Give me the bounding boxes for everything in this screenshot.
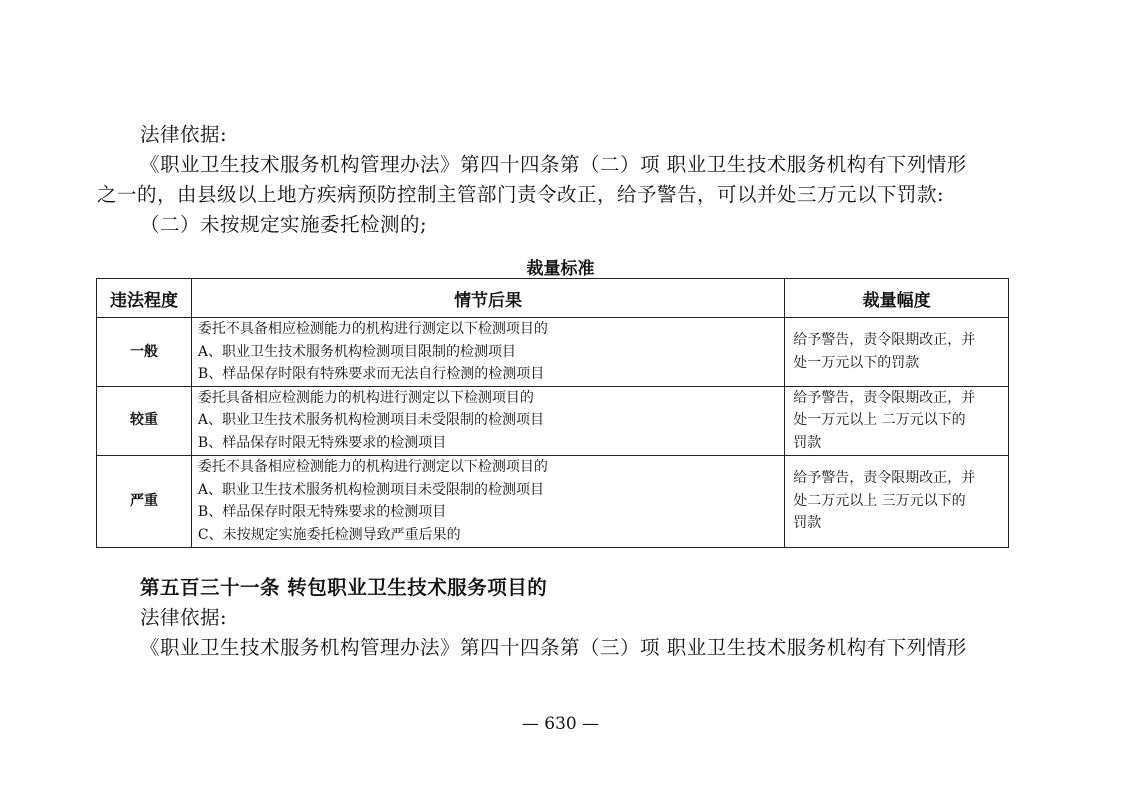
penalty-line: 处二万元以上 三万元以下的 xyxy=(793,492,966,509)
table-row xyxy=(97,318,1009,387)
circumstance-line: A、职业卫生技术服务机构检测项目未受限制的检测项目 xyxy=(197,412,545,429)
table-header-row xyxy=(97,279,1009,318)
header-circumstances: 情节后果 xyxy=(191,279,784,318)
table-row xyxy=(97,455,1009,547)
circumstance-line: A、职业卫生技术服务机构检测项目未受限制的检测项目 xyxy=(197,481,545,498)
penalty-line: 处一万元以下的罚款 xyxy=(793,354,920,371)
circumstance-line: B、样品保存时限无特殊要求的检测项目 xyxy=(197,434,447,451)
discretion-table xyxy=(96,278,1009,548)
header-severity: 违法程度 xyxy=(97,279,192,318)
penalty-line: 处一万元以上 二万元以下的 xyxy=(793,412,966,429)
circumstance-line: C、未按规定实施委托检测导致严重后果的 xyxy=(197,526,461,543)
circumstance-line: 委托不具备相应检测能力的机构进行测定以下检测项目的 xyxy=(197,459,548,475)
table-row xyxy=(97,386,1009,455)
table-caption: 裁量标准 xyxy=(526,259,595,279)
severity-cell: 较重 xyxy=(97,386,192,455)
article-legal-basis-label: 法律依据: xyxy=(140,606,228,629)
circumstance-line: 委托不具备相应检测能力的机构进行测定以下检测项目的 xyxy=(197,321,548,337)
legal-basis-item-2: （二）未按规定实施委托检测的; xyxy=(140,213,428,236)
header-penalty-range: 裁量幅度 xyxy=(785,279,1009,318)
circumstances-cell xyxy=(191,386,784,455)
circumstances-cell xyxy=(191,318,784,387)
article-heading: 第五百三十一条 转包职业卫生技术服务项目的 xyxy=(140,576,548,599)
severity-cell: 一般 xyxy=(97,318,192,387)
penalty-line: 给予警告，责令限期改正，并 xyxy=(793,332,976,349)
penalty-line: 罚款 xyxy=(793,515,822,532)
penalty-line: 罚款 xyxy=(793,434,822,451)
severity-cell: 严重 xyxy=(97,455,192,547)
penalty-cell xyxy=(785,386,1009,455)
penalty-line: 给予警告，责令限期改正，并 xyxy=(793,470,976,487)
page-number: — 630 — xyxy=(521,714,600,734)
article-legal-basis-line-1: 《职业卫生技术服务机构管理办法》第四十四条第（三）项 职业卫生技术服务机构有下列情形 xyxy=(140,636,967,659)
circumstance-line: B、样品保存时限有特殊要求而无法自行检测的检测项目 xyxy=(197,366,545,382)
penalty-cell xyxy=(785,318,1009,387)
legal-basis-line-2: 之一的，由县级以上地方疾病预防控制主管部门责令改正，给予警告，可以并处三万元以下罚款: xyxy=(97,183,945,206)
penalty-cell xyxy=(785,455,1009,547)
circumstance-line: B、样品保存时限无特殊要求的检测项目 xyxy=(197,504,447,520)
legal-basis-label: 法律依据: xyxy=(140,123,228,146)
legal-basis-line-1: 《职业卫生技术服务机构管理办法》第四十四条第（二）项 职业卫生技术服务机构有下列情形 xyxy=(140,153,967,176)
penalty-line: 给予警告，责令限期改正，并 xyxy=(793,389,976,406)
circumstance-line: A、职业卫生技术服务机构检测项目限制的检测项目 xyxy=(197,343,517,360)
circumstance-line: 委托具备相应检测能力的机构进行测定以下检测项目的 xyxy=(197,389,534,406)
circumstances-cell xyxy=(191,455,784,547)
